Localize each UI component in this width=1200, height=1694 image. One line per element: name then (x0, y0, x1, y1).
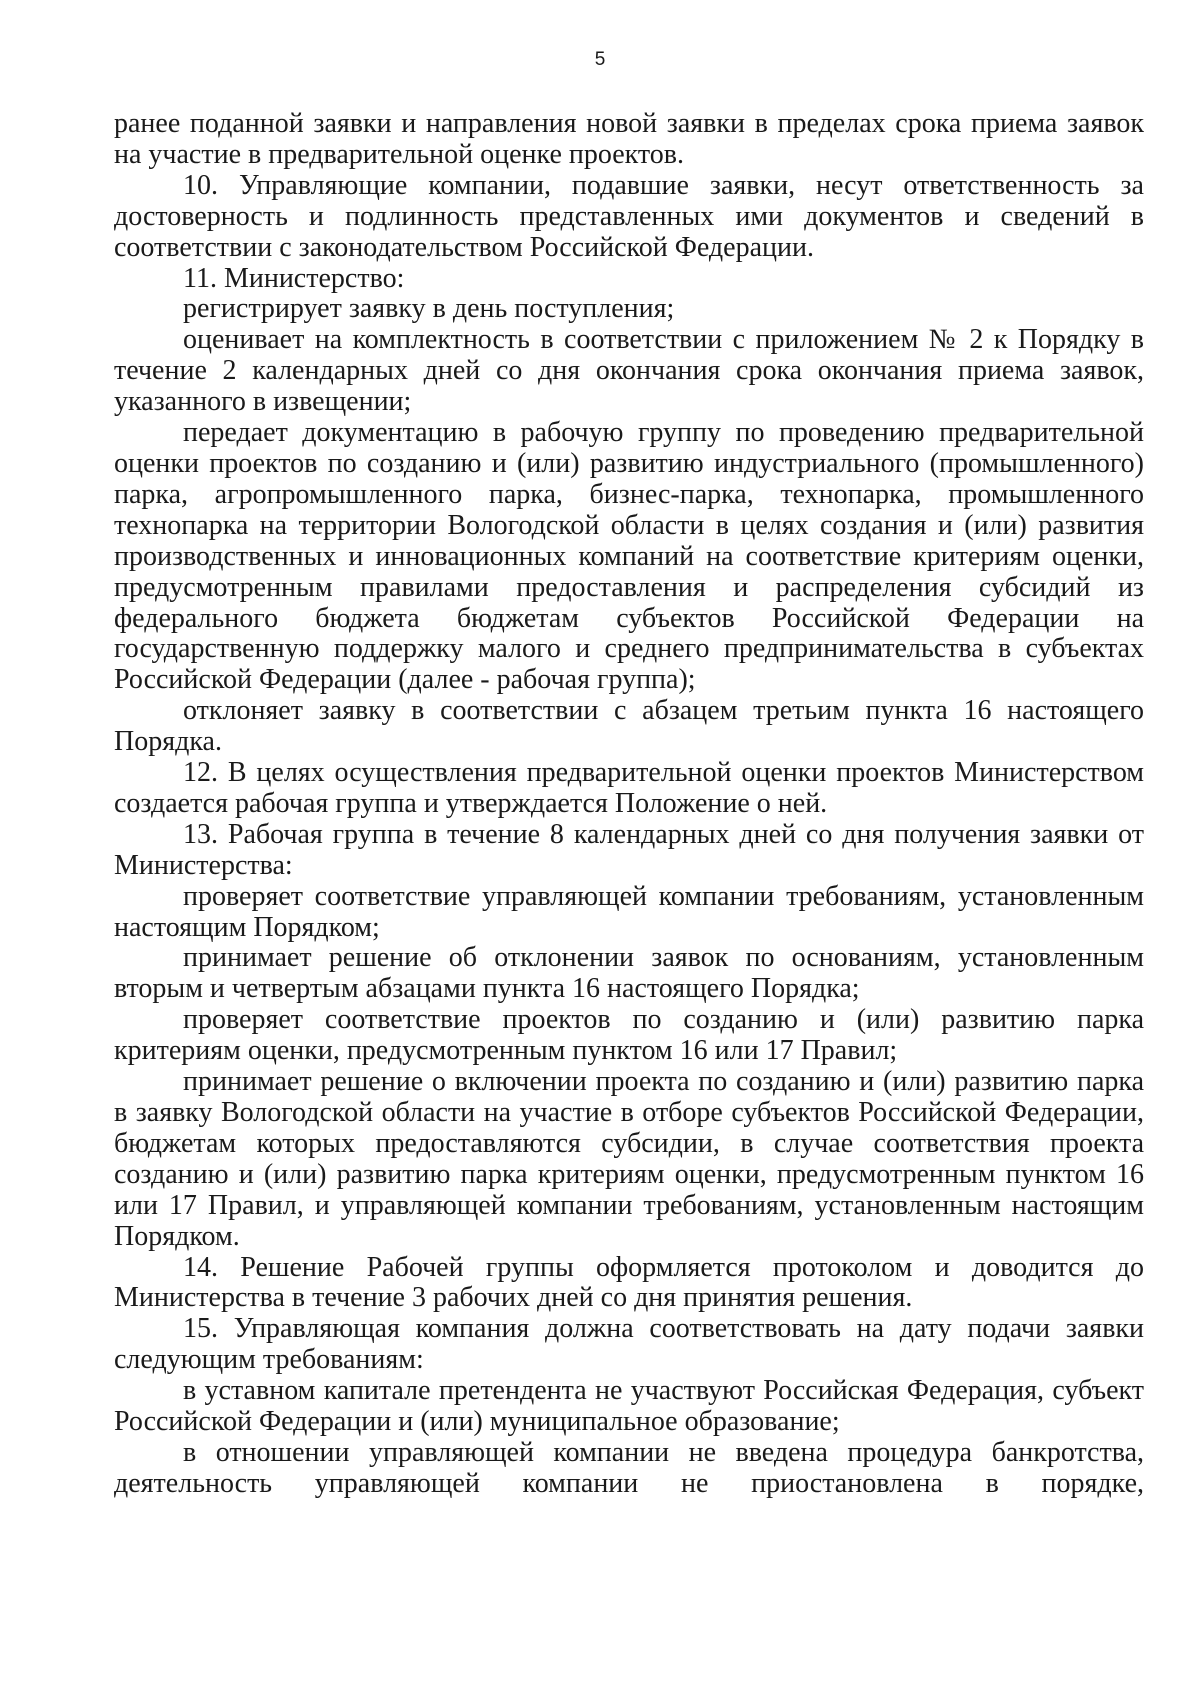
paragraph: 15. Управляющая компания должна соответствовать на дату подачи заявки следующим требованиям: (114, 1313, 1144, 1376)
paragraph: ранее поданной заявки и направления новой заявки в пределах срока приема заявок на участие в предварительной оценке проектов. (114, 108, 1144, 170)
paragraph: в уставном капитале претендента не участвуют Российская Федерация, субъект Российской Федерации и (или) муниципальное образование; (114, 1375, 1144, 1438)
paragraph: 14. Решение Рабочей группы оформляется протоколом и доводится до Министерства в течение 3 рабочих дней со дня принятия решения. (114, 1251, 1144, 1314)
paragraph: 10. Управляющие компании, подавшие заявки, несут ответственность за достоверность и подлинность представленных ими документов и сведений в соответствии с законодательством Российской Федерации. (114, 169, 1144, 263)
document-body (114, 109, 1144, 1500)
page-number: 5 (594, 49, 606, 70)
paragraph: 12. В целях осуществления предварительной оценки проектов Министерством создается рабочая группа и утверждается Положение о ней. (114, 757, 1144, 819)
paragraph: регистрирует заявку в день поступления; (183, 293, 675, 325)
paragraph: проверяет соответствие управляющей компании требованиям, установленным настоящим Порядком; (114, 880, 1144, 943)
paragraph: 11. Министерство: (183, 262, 405, 294)
paragraph: проверяет соответствие проектов по созданию и (или) развитию парка критериям оценки, предусмотренным пунктом 16 или 17 Правил; (114, 1004, 1144, 1067)
paragraph: оценивает на комплектность в соответствии с приложением № 2 к Порядку в течение 2 календарных дней со дня окончания срока окончания приема заявок, указанного в извещении; (114, 324, 1144, 418)
paragraph: 13. Рабочая группа в течение 8 календарных дней со дня получения заявки от Министерства: (114, 818, 1144, 881)
paragraph: принимает решение об отклонении заявок по основаниям, установленным вторым и четвертым абзацами пункта 16 настоящего Порядка; (114, 942, 1144, 1005)
paragraph: принимает решение о включении проекта по созданию и (или) развитию парка в заявку Вологодской области на участие в отборе субъектов Российской Федерации, бюджетам которых предоставляются субсидии, в случае соответствия проекта созданию и (или) развитию парка критериям оценки, предусмотренным пунктом 16 или 17 Правил, и управляющей компании требованиям, установленным настоящим Порядком. (114, 1066, 1144, 1252)
paragraph: в отношении управляющей компании не введена процедура банкротства, деятельность управляющей компании не приостановлена в порядке, (114, 1436, 1144, 1499)
paragraph: передает документацию в рабочую группу по проведению предварительной оценки проектов по созданию и (или) развитию индустриального (промышленного) парка, агропромышленного парка, бизнес-парка, технопарка, промышленного технопарка на территории Вологодской области в целях создания и (или) развития производственных и инновационных компаний на соответствие критериям оценки, предусмотренным правилами предоставления и распределения субсидий из федерального бюджета бюджетам субъектов Российской Федерации на государственную поддержку малого и среднего предпринимательства в субъектах Российской Федерации (далее - рабочая группа); (114, 417, 1144, 696)
paragraph: отклоняет заявку в соответствии с абзацем третьим пункта 16 настоящего Порядка. (114, 695, 1144, 758)
